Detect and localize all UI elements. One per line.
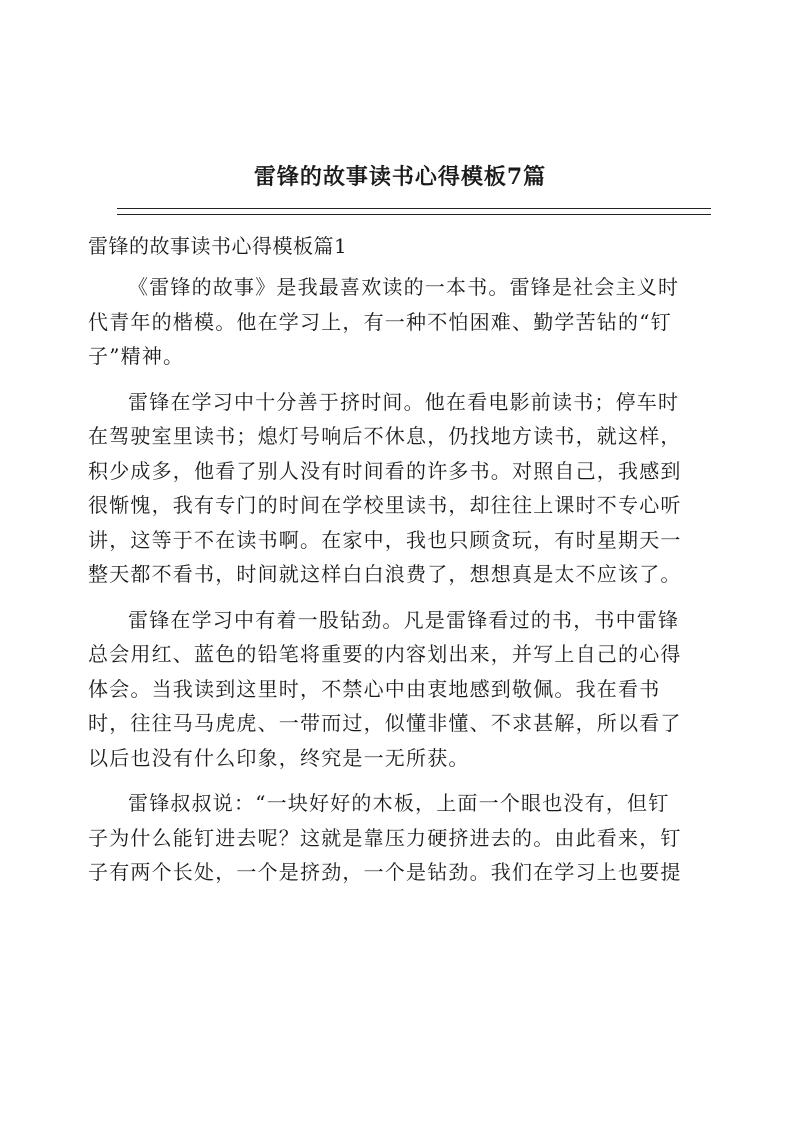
title-double-rule (117, 208, 711, 215)
paragraph-line: 在驾驶室里读书；熄灯号响后不休息，仍找地方读书，就这样， (88, 424, 682, 448)
section-heading: 雷锋的故事读书心得模板篇1 (88, 234, 348, 258)
paragraph-line: 以后也没有什么印象，终究是一无所获。 (88, 745, 470, 770)
paragraph-line: 体会。当我读到这里时，不禁心中由衷地感到敬佩。我在看书 (88, 676, 661, 701)
paragraph-line: 积少成多，他看了别人没有时间看的许多书。对照自己，我感到 (88, 458, 682, 483)
paragraph-line: 总会用红、蓝色的铅笔将重要的内容划出来，并写上自己的心得 (88, 642, 682, 666)
paragraph-line: 雷锋在学习中有着一股钻劲。凡是雷锋看过的书，书中雷锋 (128, 607, 680, 632)
paragraph-line: 时，往往马马虎虎、一带而过，似懂非懂、不求甚解，所以看了 (88, 711, 682, 735)
paragraph-line: 整天都不看书，时间就这样白白浪费了，想想真是太不应该了。 (88, 562, 682, 586)
paragraph-line: 代青年的楷模。他在学习上，有一种不怕困难、勤学苦钻的“钉 (88, 309, 672, 334)
paragraph-line: 雷锋叔叔说：“一块好好的木板，上面一个眼也没有，但钉 (128, 791, 670, 815)
paragraph-4 (88, 786, 716, 890)
body-text (88, 270, 716, 901)
paragraph-line: 讲，这等于不在读书啊。在家中，我也只顾贪玩，有时星期天一 (88, 527, 682, 552)
paragraph-line: 子”精神。 (88, 344, 185, 368)
paragraph-line: 子为什么能钉进去呢？这就是靠压力硬挤进去的。由此看来，钉 (88, 825, 682, 850)
paragraph-3 (88, 603, 716, 776)
page-title: 雷锋的故事读书心得模板7篇 (253, 164, 547, 190)
paragraph-line: 子有两个长处，一个是挤劲，一个是钻劲。我们在学习上也要提 (88, 860, 682, 884)
paragraph-1 (88, 270, 716, 374)
paragraph-line: 雷锋在学习中十分善于挤时间。他在看电影前读书；停车时 (128, 389, 680, 414)
paragraph-2 (88, 385, 716, 592)
paragraph-line: 很惭愧，我有专门的时间在学校里读书，却往往上课时不专心听 (88, 493, 682, 517)
paragraph-line: 《雷锋的故事》是我最喜欢读的一本书。雷锋是社会主义时 (128, 275, 680, 299)
